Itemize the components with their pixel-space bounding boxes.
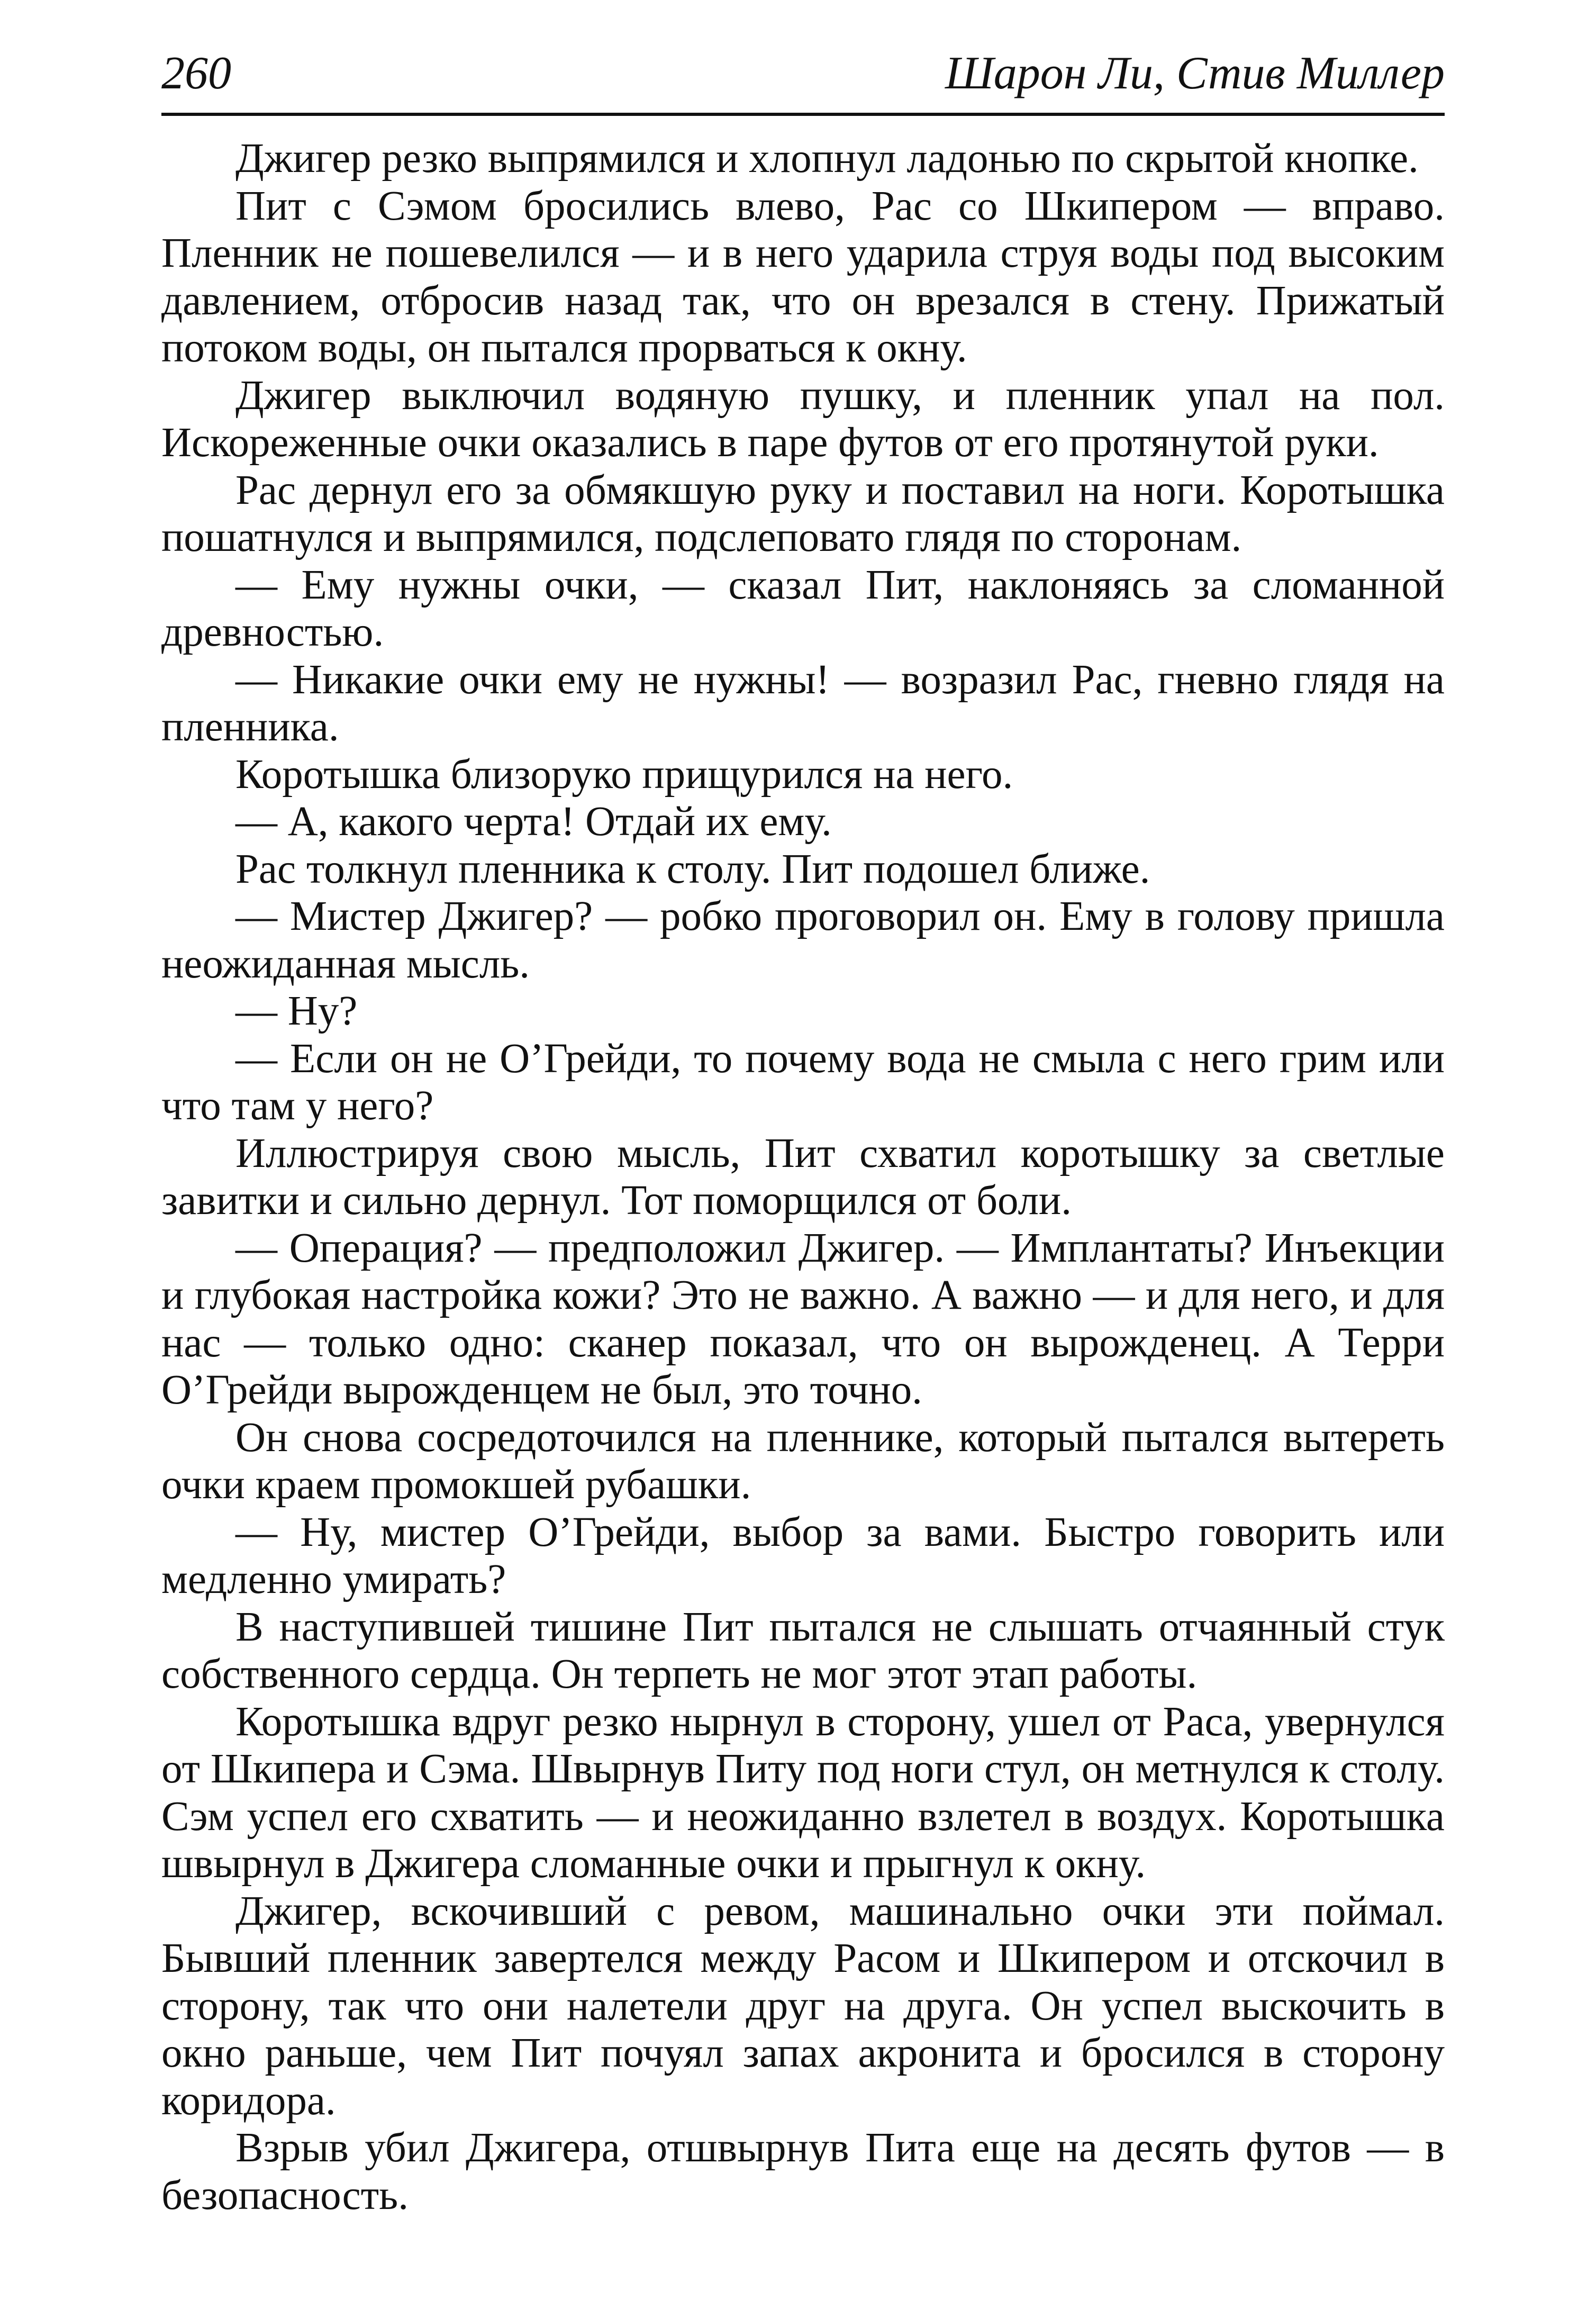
paragraph: — Никакие очки ему не нужны! — возразил Рас, гневно глядя на пленника. <box>161 656 1445 750</box>
paragraph: Пит с Сэмом бросились влево, Рас со Шкипером — вправо. Пленник не пошевелился — и в него ударила струя воды под высоким давлением, отбросив назад так, что он врезался в стену. Прижатый потоком воды, он пытался прорваться к окну. <box>161 183 1445 371</box>
paragraph: Взрыв убил Джигера, отшвырнув Пита еще на десять футов — в безопасность. <box>161 2125 1445 2218</box>
paragraph: Он снова сосредоточился на пленнике, который пытался вытереть очки краем промокшей рубашки. <box>161 1414 1445 1508</box>
paragraph: — Ну, мистер О’Грейди, выбор за вами. Быстро говорить или медленно умирать? <box>161 1509 1445 1602</box>
paragraph: — Ну? <box>235 988 358 1034</box>
paragraph: — Ему нужны очки, — сказал Пит, наклоняясь за сломанной древностью. <box>161 562 1445 655</box>
paragraph: Коротышка вдруг резко нырнул в сторону, ушел от Раса, увернулся от Шкипера и Сэма. Швырнув Питу под ноги стул, он метнулся к столу. Сэм успел его схватить — и неожиданно взлетел в воздух. Коротышка швырнул в Джигера сломанные очки и прыгнул к окну. <box>161 1698 1445 1887</box>
body-text <box>161 135 1445 2219</box>
paragraph: — Операция? — предположил Джигер. — Имплантаты? Инъекции и глубокая настройка кожи? Это не важно. А важно — и для него, и для нас — только одно: сканер показал, что он вырожденец. А Терри О’Грейди вырожденцем не был, это точно. <box>161 1225 1445 1413</box>
paragraph: Джигер выключил водяную пушку, и пленник упал на пол. Искореженные очки оказались в паре футов от его протянутой руки. <box>161 372 1445 466</box>
paragraph: — А, какого черта! Отдай их ему. <box>235 799 832 845</box>
paragraph: Джигер, вскочивший с ревом, машинально очки эти поймал. Бывший пленник завертелся между Расом и Шкипером и отскочил в сторону, так что они налетели друг на друга. Он успел выскочить в окно раньше, чем Пит почуял запах акронита и бросился в сторону коридора. <box>161 1888 1445 2124</box>
paragraph: Рас толкнул пленника к столу. Пит подошел ближе. <box>235 846 1150 892</box>
paragraph: Иллюстрируя свою мысль, Пит схватил коротышку за светлые завитки и сильно дернул. Тот поморщился от боли. <box>161 1130 1445 1224</box>
paragraph: — Мистер Джигер? — робко проговорил он. Ему в голову пришла неожиданная мысль. <box>161 893 1445 987</box>
page-number: 260 <box>161 48 231 99</box>
paragraph: Коротышка близоруко прищурился на него. <box>235 751 1013 798</box>
paragraph: В наступившей тишине Пит пытался не слышать отчаянный стук собственного сердца. Он терпеть не мог этот этап работы. <box>161 1604 1445 1697</box>
paragraph: Рас дернул его за обмякшую руку и поставил на ноги. Коротышка пошатнулся и выпрямился, подслеповато глядя по сторонам. <box>161 467 1445 560</box>
page-header <box>161 50 1445 119</box>
paragraph: — Если он не О’Грейди, то почему вода не смыла с него грим или что там у него? <box>161 1035 1445 1129</box>
header-rule <box>161 113 1445 116</box>
paragraph: Джигер резко выпрямился и хлопнул ладонью по скрытой кнопке. <box>235 135 1419 182</box>
running-head: Шарон Ли, Стив Миллер <box>945 48 1445 99</box>
